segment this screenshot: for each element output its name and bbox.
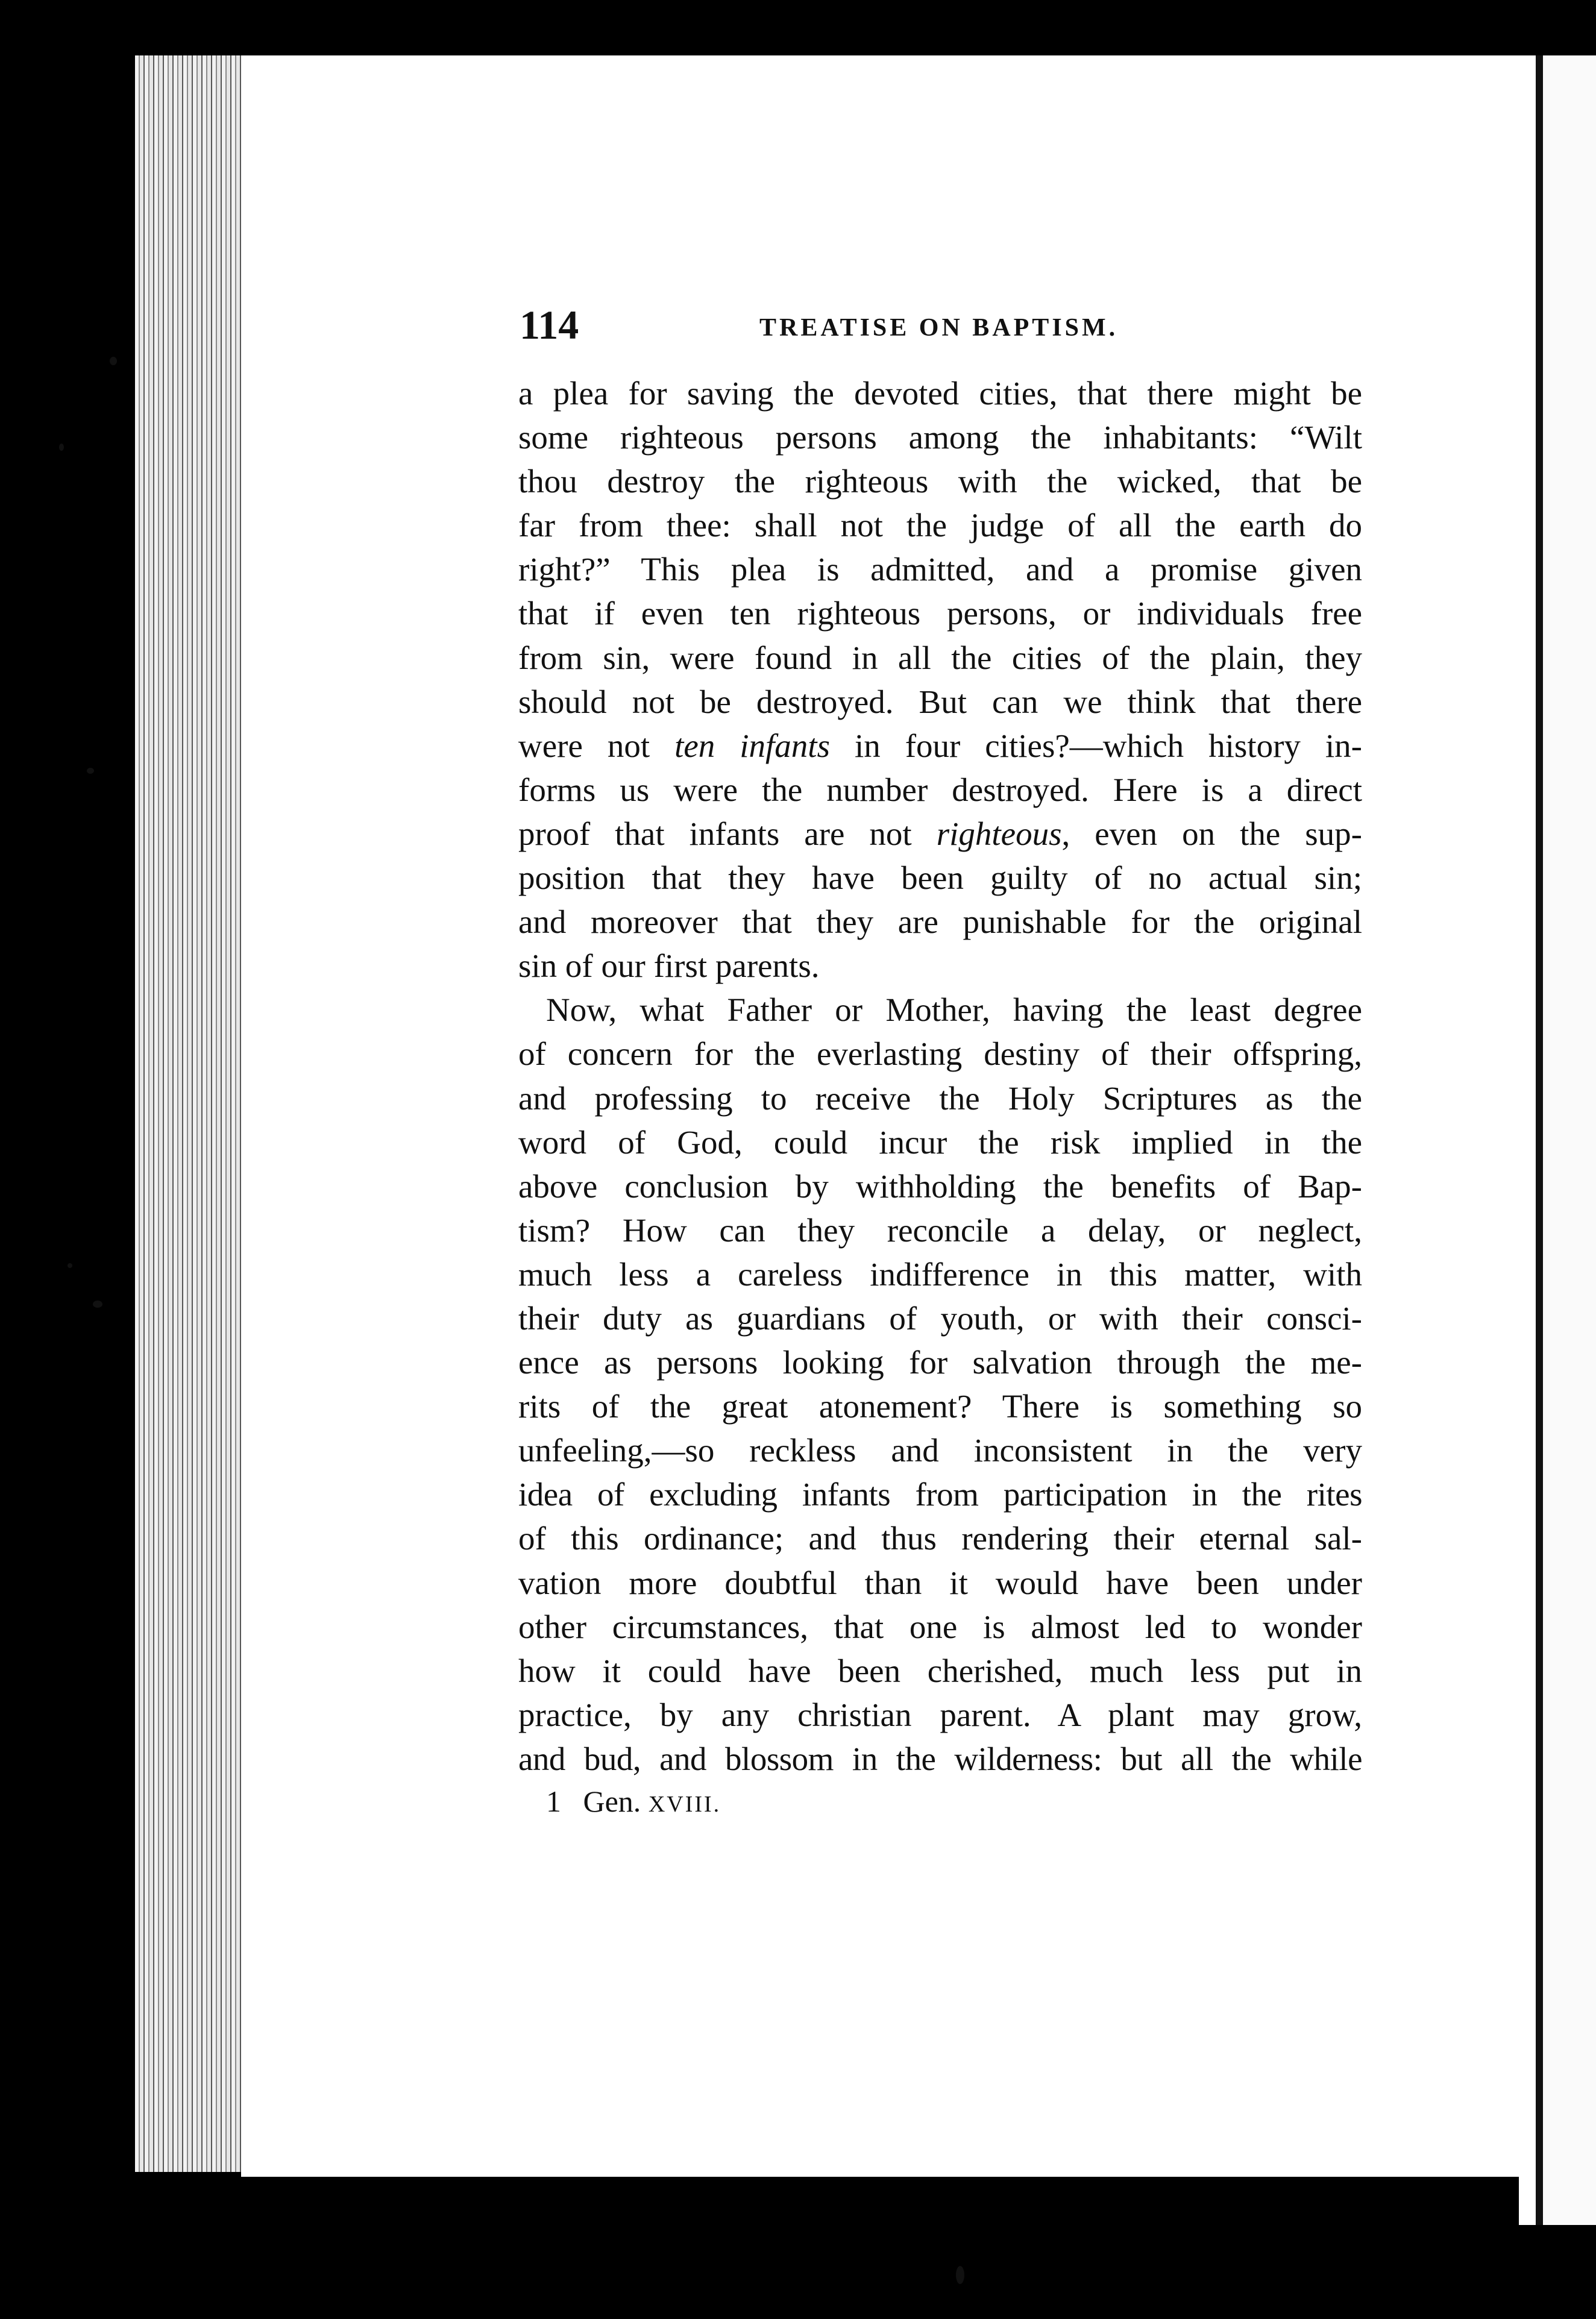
- text-line: word of God, could incur the risk implied in the: [518, 1123, 1362, 1161]
- paragraph-start-line: Now, what Father or Mother, having the least degree: [546, 991, 1362, 1029]
- page-stack-edge: [135, 55, 256, 2172]
- scan-speck: [87, 768, 94, 774]
- text-line: their duty as guardians of youth, or with their consci-: [518, 1299, 1362, 1337]
- text-line: unfeeling,—so reckless and inconsistent in the very: [518, 1432, 1362, 1469]
- text-line: from sin, were found in all the cities of the plain, they: [518, 639, 1362, 676]
- text-line: and professing to receive the Holy Scriptures as the: [518, 1079, 1362, 1117]
- italic-phrase: ten infants: [674, 727, 830, 764]
- footnote: [546, 1784, 721, 1819]
- page-header: [520, 301, 1363, 350]
- text-line: vation more doubtful than it would have been under: [518, 1564, 1362, 1601]
- facing-page-edge: [1519, 55, 1596, 2225]
- text-line: and bud, and blossom in the wilderness: but all the while: [518, 1740, 1362, 1777]
- text-line: ence as persons looking for salvation through the me-: [518, 1344, 1362, 1381]
- text-line: proof that infants are not righteous, even on the sup-: [518, 815, 1362, 852]
- text-line: forms us were the number destroyed. Here is a direct: [518, 771, 1362, 808]
- page-number: 114: [520, 302, 579, 348]
- scan-speck: [68, 1263, 72, 1268]
- text-line: of this ordinance; and thus rendering their eternal sal-: [518, 1520, 1362, 1557]
- text-line: above conclusion by withholding the benefits of Bap-: [518, 1167, 1362, 1205]
- text-line: and moreover that they are punishable for the original: [518, 903, 1362, 941]
- text-line: far from thee: shall not the judge of all the earth do: [518, 507, 1362, 544]
- scan-speck: [59, 444, 64, 451]
- paragraph-end-line: sin of our first parents.: [518, 947, 820, 985]
- text-line: that if even ten righteous persons, or individuals free: [518, 595, 1362, 632]
- footnote-reference: Gen.: [583, 1784, 641, 1818]
- body-text: [518, 371, 1362, 1781]
- scan-speck: [110, 357, 117, 365]
- footnote-marker: 1: [546, 1784, 561, 1818]
- text-line: some righteous persons among the inhabitants: “Wilt: [518, 419, 1362, 456]
- text-line: of concern for the everlasting destiny of their offspring,: [518, 1035, 1362, 1073]
- text-line: how it could have been cherished, much less put in: [518, 1652, 1362, 1689]
- text-line: right?” This plea is admitted, and a promise given: [518, 551, 1362, 588]
- text-line: much less a careless indifference in this matter, with: [518, 1255, 1362, 1293]
- text-line: should not be destroyed. But can we think that there: [518, 683, 1362, 720]
- text-line: idea of excluding infants from participation in the rites: [518, 1476, 1362, 1513]
- text-line: practice, by any christian parent. A plant may grow,: [518, 1696, 1362, 1733]
- scan-speck: [93, 1301, 102, 1308]
- text-line: thou destroy the righteous with the wicked, that be: [518, 463, 1362, 500]
- text-line: were not ten infants in four cities?—which history in-: [518, 727, 1362, 764]
- text-line: a plea for saving the devoted cities, that there might be: [518, 375, 1362, 412]
- text-line: rits of the great atonement? There is something so: [518, 1388, 1362, 1425]
- text-line: position that they have been guilty of no actual sin;: [518, 859, 1362, 897]
- text-line: tism? How can they reconcile a delay, or neglect,: [518, 1211, 1362, 1249]
- footnote-chapter: XVIII.: [648, 1792, 721, 1817]
- scan-speck: [956, 2266, 964, 2284]
- text-line: other circumstances, that one is almost led to wonder: [518, 1608, 1362, 1645]
- running-title: TREATISE ON BAPTISM.: [759, 314, 1119, 342]
- italic-phrase: righteous: [936, 815, 1062, 852]
